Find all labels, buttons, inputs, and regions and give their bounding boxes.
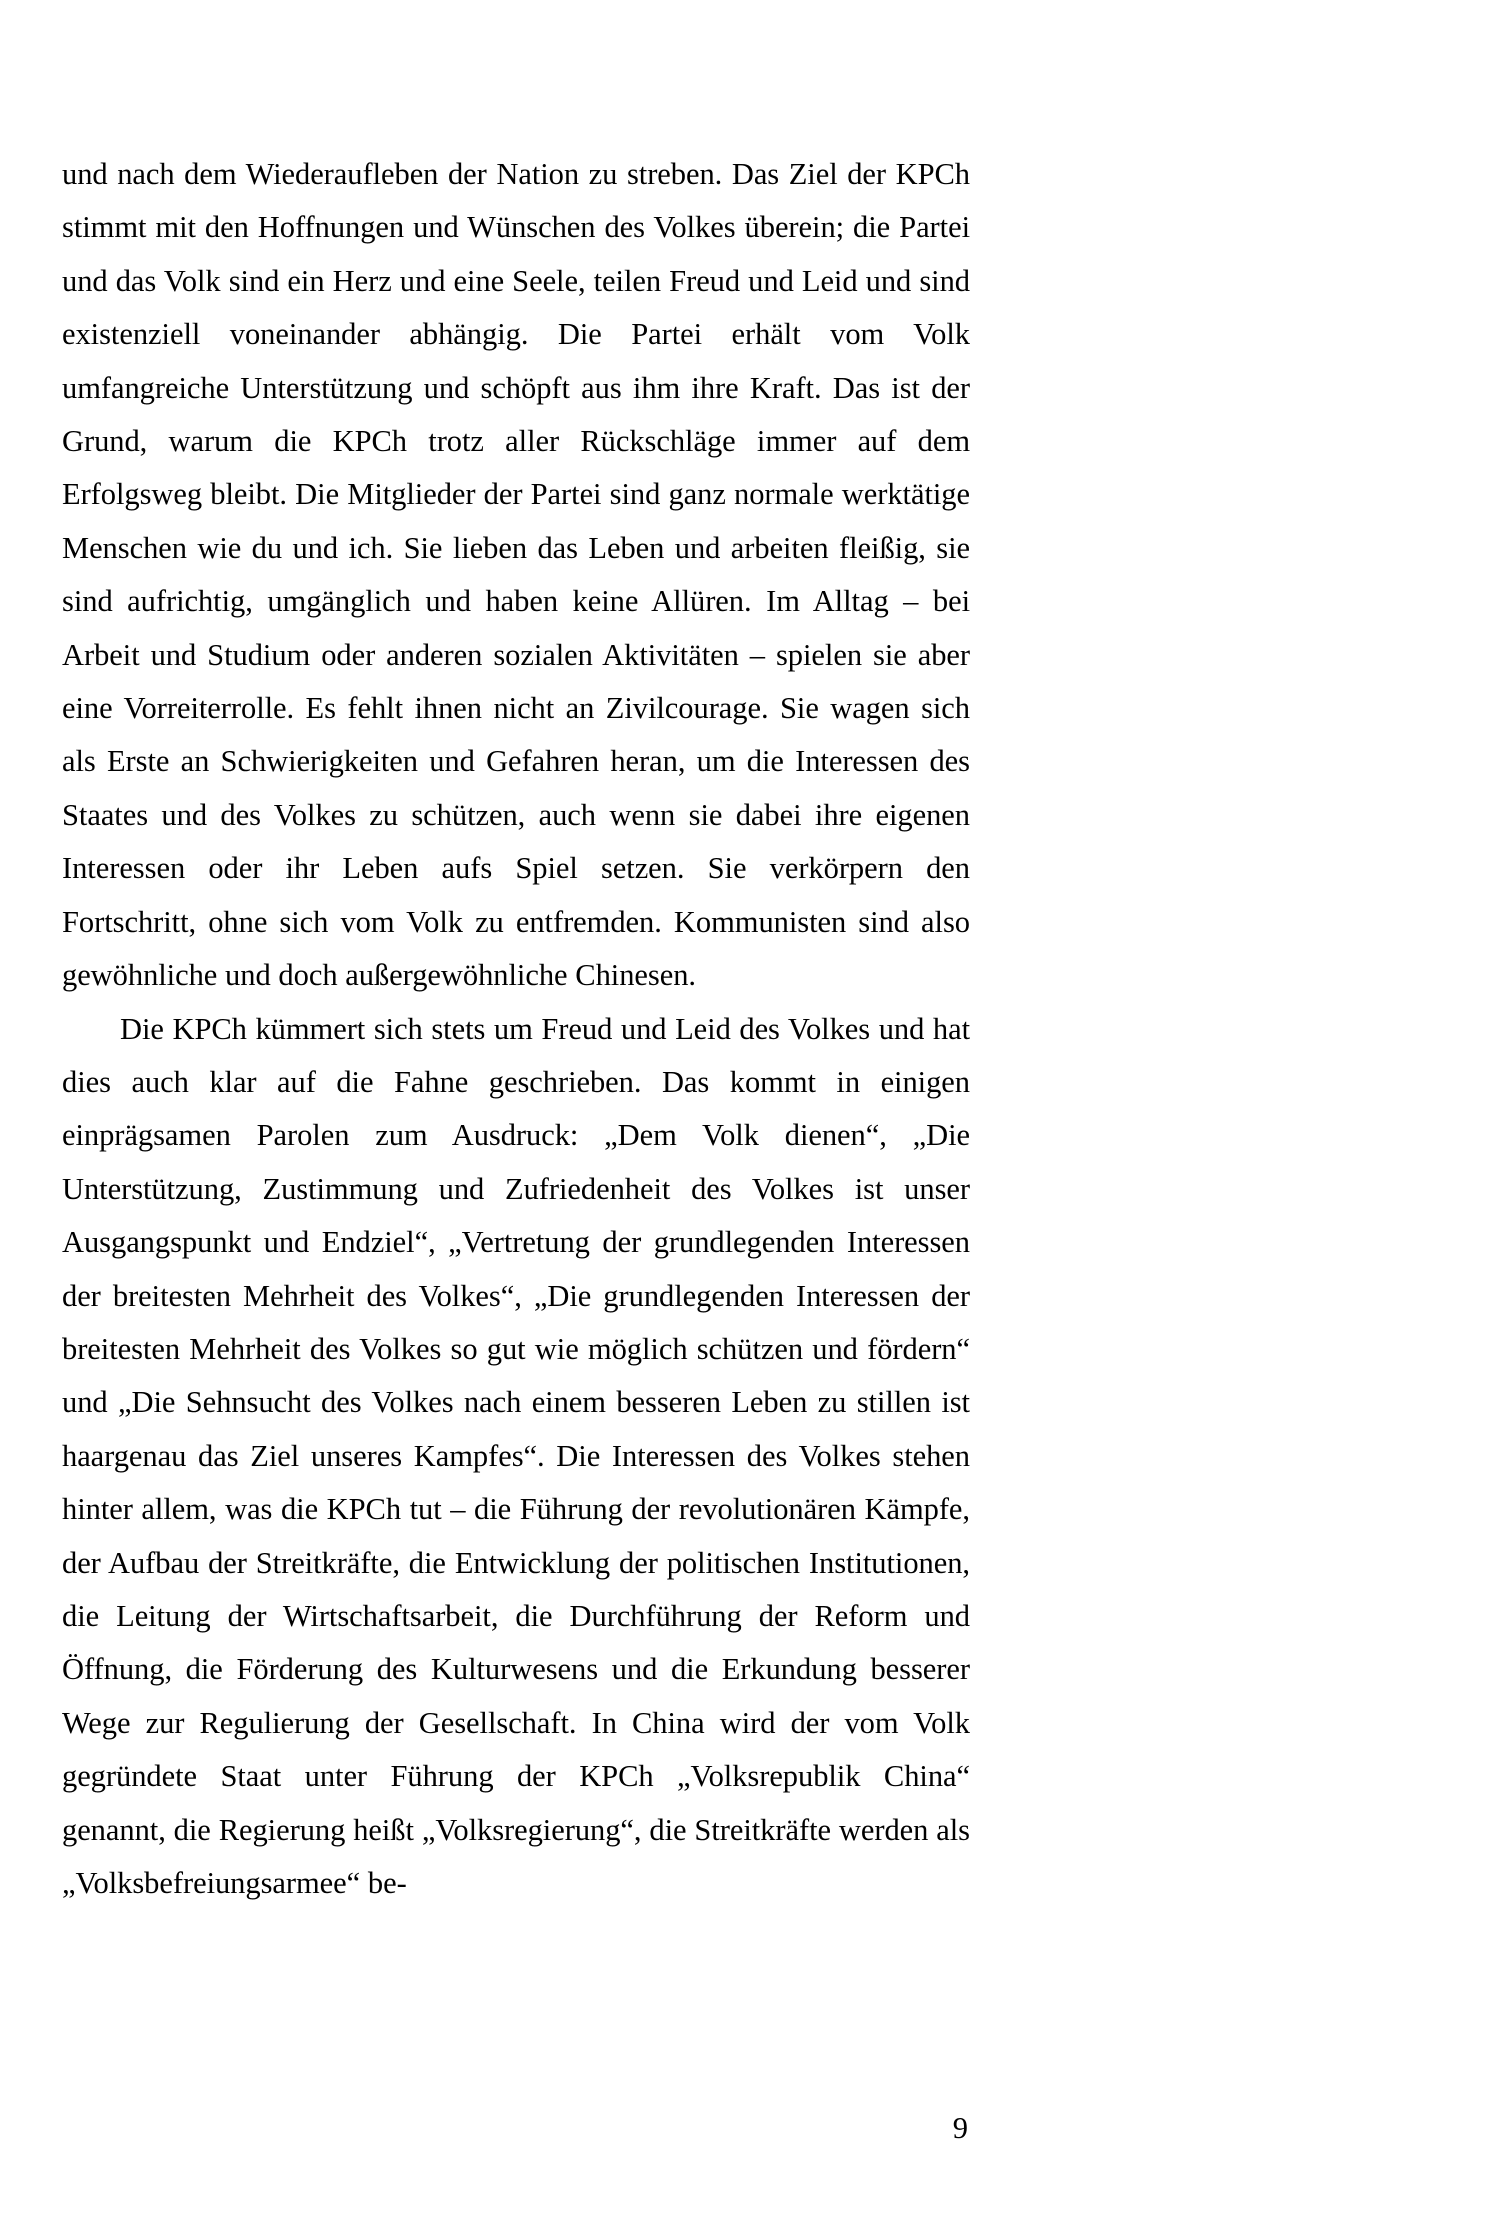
body-paragraph-2: Die KPCh kümmert sich stets um Freud und Leid des Volkes und hat dies auch klar auf die Fahne geschrieben. Das kommt in einigen einprägsamen Parolen zum Ausdruck: „Dem Volk dienen“, „Die Unterstützung, Zustimmung und Zufriedenheit des Volkes ist unser Ausgangspunkt und Endziel“, „Vertretung der grundlegenden Interessen der breitesten Mehrheit des Volkes“, „Die grundlegenden Interessen der breitesten Mehrheit des Volkes so gut wie möglich schützen und fördern“ und „Die Sehnsucht des Volkes nach einem besseren Leben zu stillen ist haargenau das Ziel unseres Kampfes“. Die Interessen des Volkes stehen hinter allem, was die KPCh tut – die Führung der revolutionären Kämpfe, der Aufbau der Streitkräfte, die Entwicklung der politischen Institutionen, die Leitung der Wirtschaftsarbeit, die Durchführung der Reform und Öffnung, die Förderung des Kulturwesens und die Erkundung besserer Wege zur Regulierung der Gesellschaft. In China wird der vom Volk gegründete Staat unter Führung der KPCh „Volksrepublik China“ genannt, die Regierung heißt „Volksregierung“, die Streitkräfte werden als „Volksbefreiungsarmee“ be-	[62, 1011, 970, 1900]
body-text-column	[62, 148, 970, 1910]
page-number: 9	[952, 2111, 968, 2145]
body-paragraph-1: und nach dem Wiederaufleben der Nation zu streben. Das Ziel der KPCh stimmt mit den Hoffnungen und Wünschen des Volkes überein; die Partei und das Volk sind ein Herz und eine Seele, teilen Freud und Leid und sind existenziell voneinander abhängig. Die Partei erhält vom Volk umfangreiche Unterstützung und schöpft aus ihm ihre Kraft. Das ist der Grund, warum die KPCh trotz aller Rückschläge immer auf dem Erfolgsweg bleibt. Die Mitglieder der Partei sind ganz normale werktätige Menschen wie du und ich. Sie lieben das Leben und arbeiten fleißig, sie sind aufrichtig, umgänglich und haben keine Allüren. Im Alltag – bei Arbeit und Studium oder anderen sozialen Aktivitäten – spielen sie aber eine Vorreiterrolle. Es fehlt ihnen nicht an Zivilcourage. Sie wagen sich als Erste an Schwierigkeiten und Gefahren heran, um die Interessen des Staates und des Volkes zu schützen, auch wenn sie dabei ihre eigenen Interessen oder ihr Leben aufs Spiel setzen. Sie verkörpern den Fortschritt, ohne sich vom Volk zu entfremden. Kommunisten sind also gewöhnliche und doch außergewöhnliche Chinesen.	[62, 157, 970, 993]
